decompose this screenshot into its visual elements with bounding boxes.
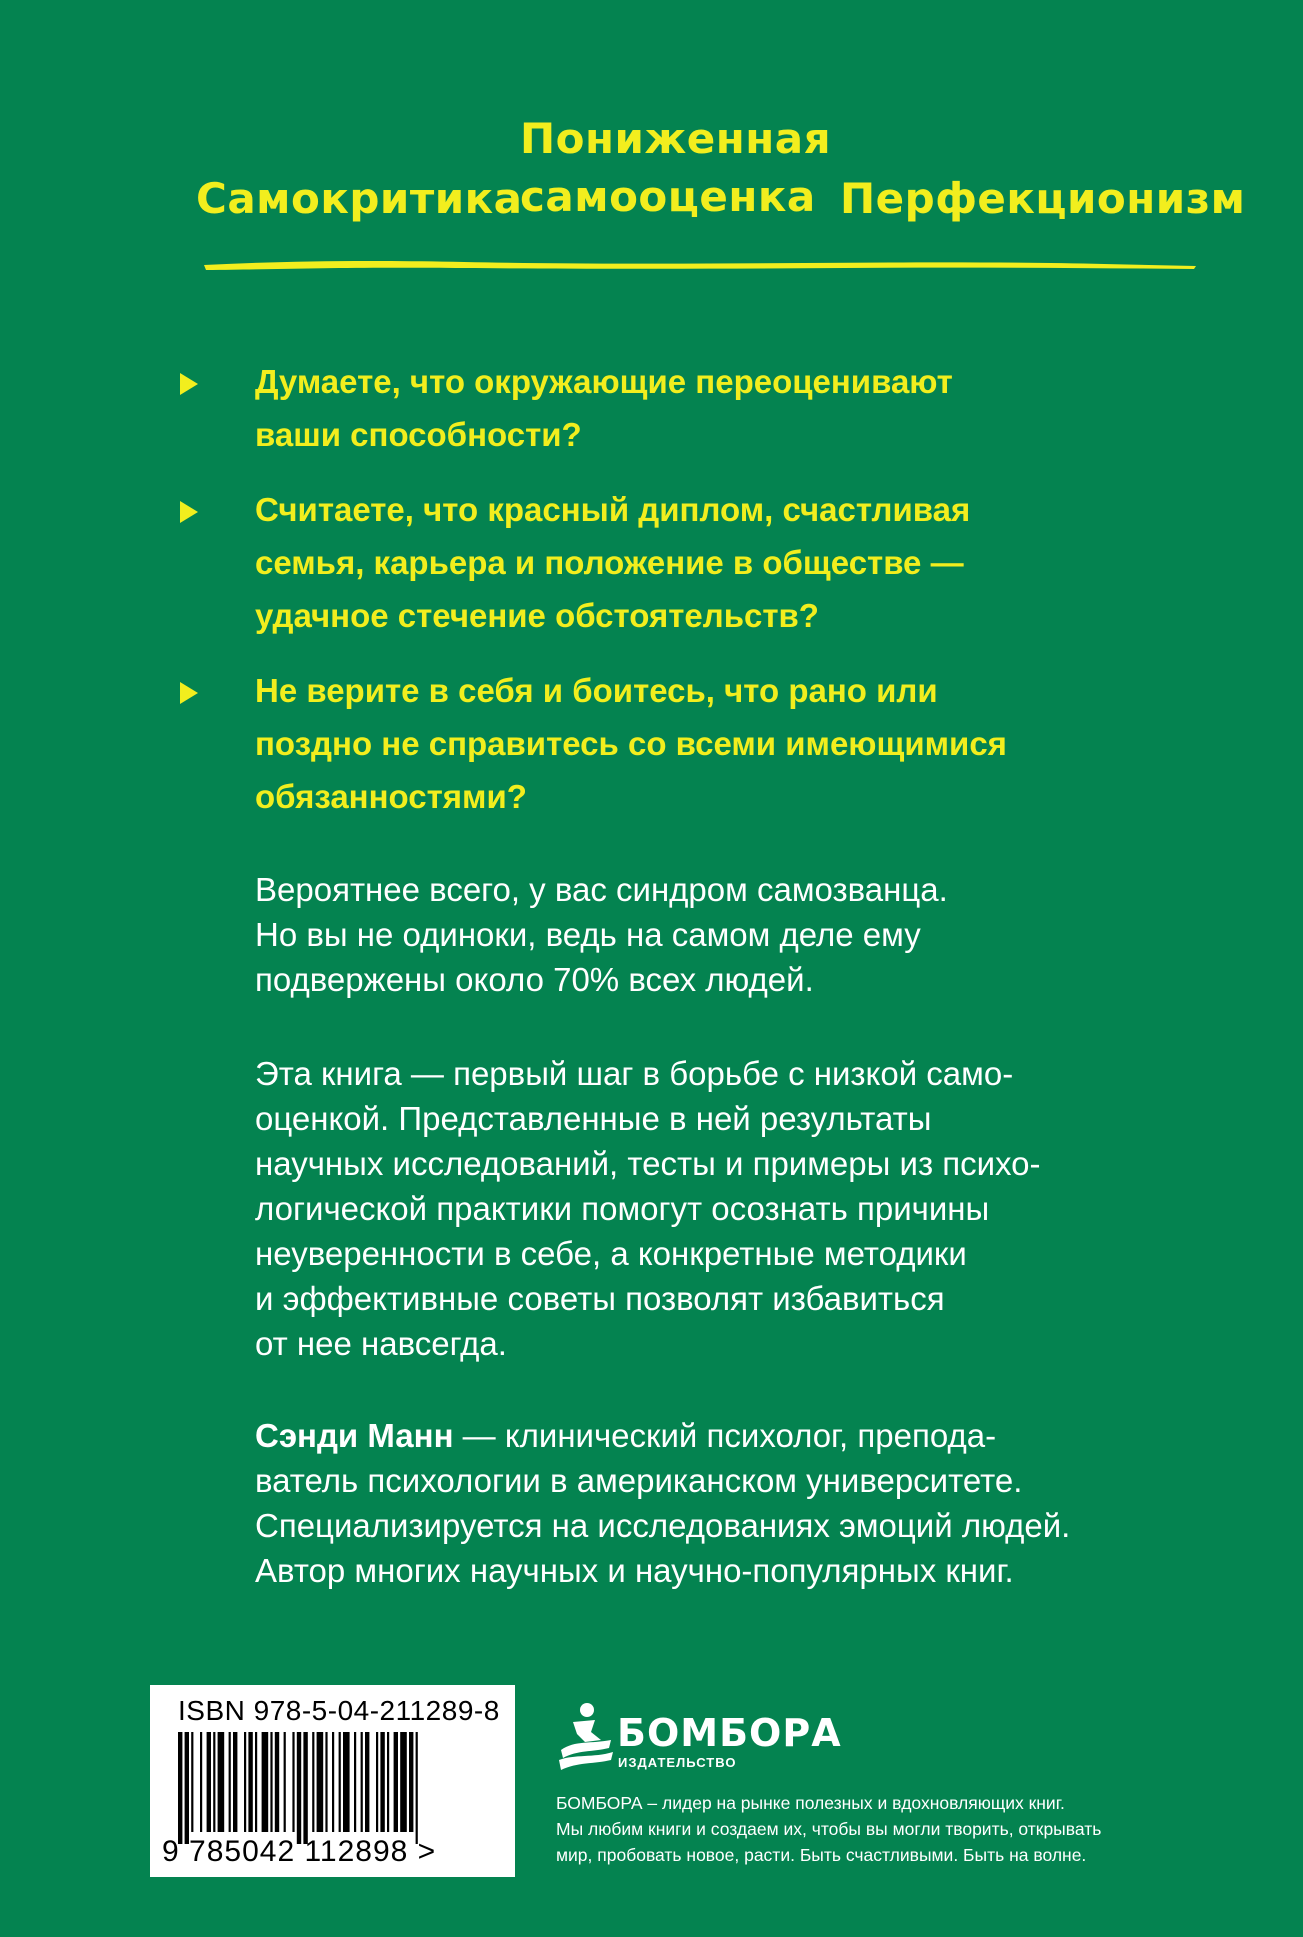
author-bio-line (255, 1413, 1155, 1458)
barcode-bar (400, 1732, 407, 1832)
barcode-bar (332, 1732, 334, 1832)
bullet-item-1 (178, 355, 1118, 461)
tag-perfectionism: Перфекционизм (840, 174, 1246, 223)
brush-stroke-divider (204, 256, 1196, 272)
barcode-bar (207, 1732, 211, 1832)
barcode-bars (178, 1732, 490, 1844)
bullet-1-line-1: Думаете, что окружающие переоценивают (255, 363, 953, 400)
barcode-bar (354, 1732, 356, 1832)
barcode-bar (317, 1732, 324, 1832)
barcode-bar (312, 1732, 314, 1832)
bullet-item-2 (178, 483, 1118, 642)
paragraph-book-description (255, 1051, 1155, 1366)
tag-low-self-esteem-line1: Пониженная (520, 114, 832, 163)
bullet-list (178, 355, 1118, 845)
barcode-bar (284, 1732, 286, 1832)
paragraph1-line: Вероятнее всего, у вас синдром самозванца. (255, 871, 948, 908)
triangle-bullet-icon (180, 501, 198, 523)
barcode-bar (409, 1732, 413, 1832)
barcode-bar (376, 1732, 378, 1832)
publisher-line: мир, пробовать новое, расти. Быть счастливыми. Быть на волне. (556, 1845, 1087, 1865)
bullet-2-line-2: семья, карьера и положение в обществе — (255, 544, 964, 581)
barcode-bar (248, 1732, 252, 1832)
tag-low-self-esteem-line2: самооценка (520, 172, 816, 221)
barcode-bar (233, 1732, 237, 1832)
barcode-bar (191, 1732, 193, 1832)
triangle-bullet-icon (180, 682, 198, 704)
barcode-digits: 9 785042 112898 > (162, 1835, 437, 1868)
bullet-item-3 (178, 664, 1118, 823)
barcode-bar (387, 1732, 389, 1832)
paragraph2-line: оценкой. Представленные в ней результаты (255, 1100, 932, 1137)
paragraph2-line: научных исследований, тесты и примеры из психо- (255, 1145, 1041, 1182)
barcode-bar (292, 1732, 294, 1832)
author-name: Сэнди Манн (255, 1417, 454, 1454)
bullet-1-line-2: ваши способности? (255, 416, 582, 453)
isbn-barcode (150, 1685, 515, 1877)
barcode-bar (213, 1732, 215, 1832)
paragraph2-line: неуверенности в себе, а конкретные методики (255, 1235, 967, 1272)
publisher-logo-name: БОМБОРА (617, 1711, 842, 1755)
paragraph-impostor-syndrome (255, 867, 1155, 1002)
paragraph1-line: подвержены около 70% всех людей. (255, 961, 814, 998)
barcode-bar (380, 1732, 384, 1832)
publisher-description (556, 1790, 1196, 1868)
barcode-bar (394, 1732, 398, 1832)
author-bio-line: Специализируется на исследованиях эмоций людей. (255, 1507, 1071, 1544)
paragraph2-line: от нее навсегда. (255, 1325, 507, 1362)
publisher-line: БОМБОРА – лидер на рынке полезных и вдохновляющих книг. (556, 1793, 1065, 1813)
tag-low-self-esteem (520, 110, 832, 226)
barcode-bar (185, 1732, 189, 1844)
barcode-bar (244, 1732, 246, 1832)
barcode-bar (325, 1732, 327, 1832)
barcode-bar (339, 1732, 341, 1832)
barcode-bar (200, 1732, 202, 1832)
bombora-wave-logo-icon (555, 1700, 615, 1775)
barcode-bar (255, 1732, 257, 1832)
publisher-line: Мы любим книги и создаем их, чтобы вы могли творить, открывать (556, 1819, 1102, 1839)
paragraph1-line: Но вы не одиноки, ведь на самом деле ему (255, 916, 921, 953)
bullet-3-line-2: поздно не справитесь со всеми имеющимися (255, 725, 1007, 762)
paragraph-author-bio (255, 1413, 1155, 1593)
barcode-bar (365, 1732, 369, 1832)
author-bio-first-line: — клинический психолог, препода- (453, 1417, 997, 1454)
triangle-bullet-icon (180, 373, 198, 395)
tag-self-criticism: Самокритика (196, 174, 523, 223)
barcode-bar (416, 1732, 418, 1844)
paragraph2-line: логической практики помогут осознать причины (255, 1190, 990, 1227)
barcode-bar (275, 1732, 279, 1832)
bullet-2-line-1: Считаете, что красный диплом, счастливая (255, 491, 971, 528)
barcode-bar (178, 1732, 182, 1844)
bullet-2-line-3: удачное стечение обстоятельств? (255, 597, 819, 634)
barcode-bar (343, 1732, 350, 1832)
publisher-logo-subtitle: ИЗДАТЕЛЬСТВО (618, 1755, 737, 1770)
barcode-bar (303, 1732, 307, 1844)
barcode-bar (262, 1732, 269, 1832)
paragraph2-line: Эта книга — первый шаг в борьбе с низкой само- (255, 1055, 1014, 1092)
barcode-bar (218, 1732, 225, 1832)
paragraph2-line: и эффективные советы позволят избавиться (255, 1280, 945, 1317)
barcode-bar (270, 1732, 272, 1832)
author-bio-line: ватель психологии в американском университете. (255, 1462, 1023, 1499)
bullet-3-line-3: обязанностями? (255, 778, 527, 815)
barcode-bar (297, 1732, 301, 1844)
bullet-3-line-1: Не верите в себя и боитесь, что рано или (255, 672, 938, 709)
author-bio-line: Автор многих научных и научно-популярных книг. (255, 1552, 1014, 1589)
barcode-bar (229, 1732, 231, 1832)
barcode-bar (361, 1732, 363, 1832)
isbn-number: ISBN 978-5-04-211289-8 (178, 1695, 500, 1726)
